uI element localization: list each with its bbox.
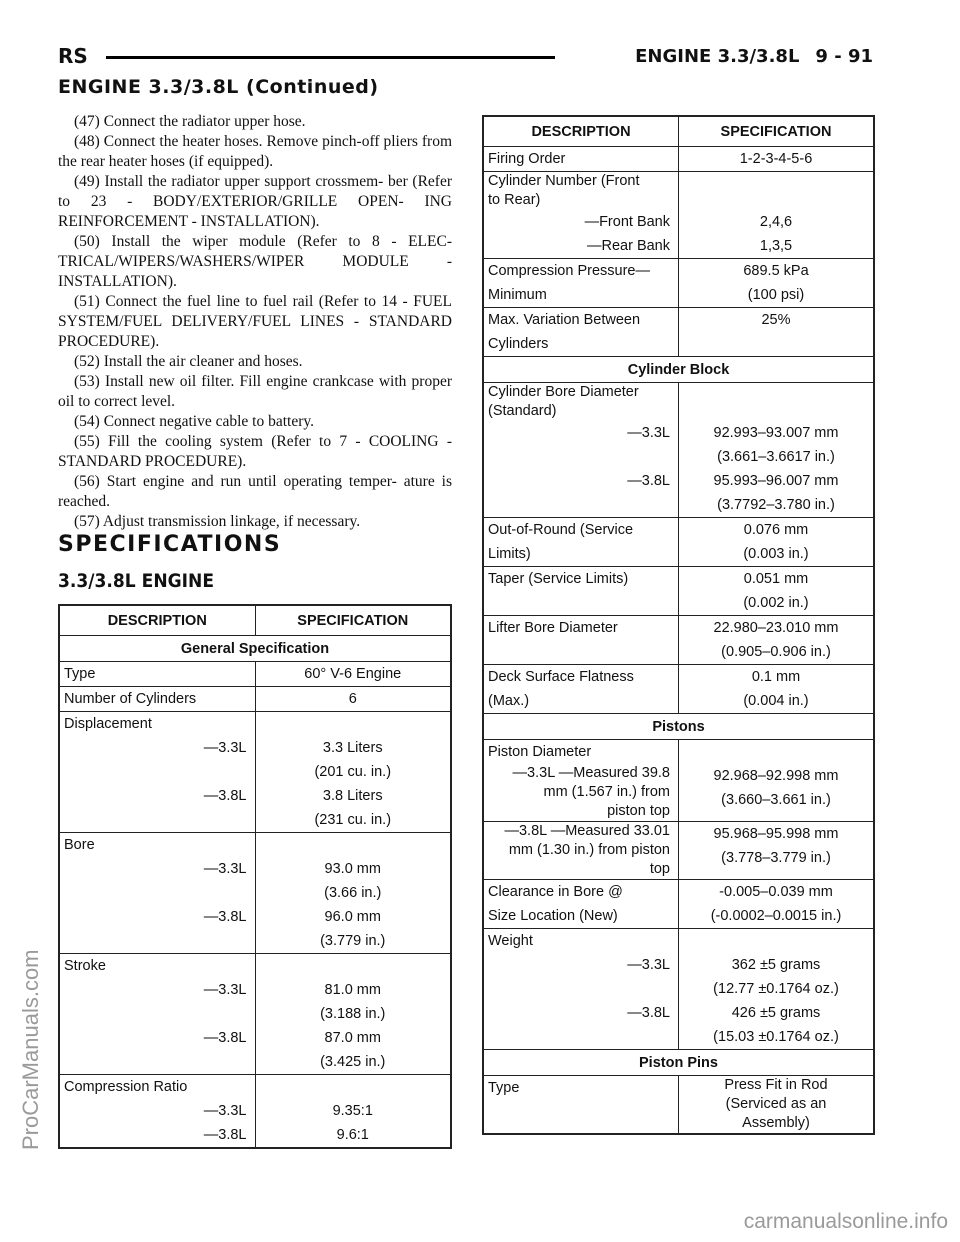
description-line: Displacement: [64, 716, 152, 732]
table-row: [483, 518, 874, 567]
specification-line: (231 cu. in.): [314, 812, 392, 828]
description-line: mm (1.30 in.) from piston: [508, 842, 670, 858]
description-line: —3.8L: [203, 788, 247, 804]
description-line: —3.8L: [203, 1127, 247, 1143]
specification-line: 426 ±5 grams: [731, 1005, 821, 1021]
header-specification: SPECIFICATION: [679, 116, 875, 147]
continued-heading: ENGINE 3.3/3.8L (Continued): [58, 76, 379, 98]
table-section-row: [59, 636, 451, 662]
header-description: DESCRIPTION: [483, 116, 679, 147]
specification-line: (0.004 in.): [743, 693, 809, 709]
procedure-steps: [58, 112, 452, 532]
spec-table-block-pistons: [482, 115, 875, 1135]
specification-line: (3.778–3.779 in.): [721, 850, 831, 866]
specification-line: 60° V-6 Engine: [304, 666, 402, 682]
specification-cell: [255, 833, 451, 954]
table-header-row: [483, 116, 874, 147]
spec-table-general: [58, 604, 452, 1149]
table-row: [483, 172, 874, 259]
table-section-row: [483, 1050, 874, 1076]
specification-line: 1-2-3-4-5-6: [739, 151, 813, 167]
description-line: [484, 445, 678, 469]
description-line: Cylinders: [488, 336, 549, 352]
specification-line: (3.66 in.): [324, 885, 382, 901]
description-line: [484, 977, 678, 1001]
description-line: Compression Ratio: [64, 1079, 188, 1095]
description-line: [60, 1050, 255, 1074]
table-row: [483, 147, 874, 172]
header-title: [635, 46, 873, 67]
description-cell: [59, 1075, 255, 1149]
header-chapter: ENGINE 3.3/3.8L: [635, 46, 800, 67]
description-cell: [59, 687, 255, 712]
description-cell: [483, 822, 679, 880]
specification-line: 362 ±5 grams: [731, 957, 821, 973]
description-line: —3.3L: [627, 957, 670, 973]
specification-cell: [679, 822, 875, 880]
table-row: [483, 308, 874, 357]
description-line: Size Location (New): [488, 908, 618, 924]
specification-line: 95.993–96.007 mm: [713, 473, 839, 489]
procedure-step: (48) Connect the heater hoses. Remove pinch-off pliers from the rear heater hoses (if equipped).: [58, 133, 452, 170]
specification-line: 689.5 kPa: [743, 263, 809, 279]
specification-line: [679, 332, 873, 356]
table-row: [483, 665, 874, 714]
table-row: [483, 567, 874, 616]
table-row: [59, 954, 451, 1075]
description-line: [484, 591, 678, 615]
specification-line: 92.968–92.998 mm: [713, 768, 839, 784]
description-line: mm (1.567 in.) from: [543, 784, 670, 800]
description-cell: [483, 383, 679, 518]
specification-cell: [255, 712, 451, 833]
description-cell: [483, 616, 679, 665]
description-cell: [59, 833, 255, 954]
table-row: [483, 822, 874, 880]
procedure-step: (51) Connect the fuel line to fuel rail (Refer to 14 - FUEL SYSTEM/FUEL DELIVERY/FUEL LINES - STANDARD PROCEDURE).: [58, 293, 452, 350]
specification-cell: [679, 665, 875, 714]
specification-line: -0.005–0.039 mm: [719, 884, 833, 900]
specification-line: 6: [348, 691, 357, 707]
specification-cell: [679, 259, 875, 308]
specification-line: 9.6:1: [336, 1127, 369, 1143]
description-line: —3.3L: [627, 425, 670, 441]
specification-cell: [679, 383, 875, 518]
description-line: Firing Order: [488, 151, 566, 167]
table-row: [483, 880, 874, 929]
procedure-step: (47) Connect the radiator upper hose.: [74, 113, 306, 130]
description-cell: [483, 308, 679, 357]
description-line: —3.8L: [627, 1005, 670, 1021]
specification-line: 22.980–23.010 mm: [713, 620, 839, 636]
header-description: DESCRIPTION: [59, 605, 255, 636]
table-row: [483, 740, 874, 822]
section-label: Cylinder Block: [483, 357, 874, 383]
specification-line: (3.661–3.6617 in.): [717, 449, 835, 465]
procedure-step: (55) Fill the cooling system (Refer to 7 - COOLING - STANDARD PROCEDURE).: [58, 433, 452, 470]
description-line: —3.8L: [203, 909, 247, 925]
description-line: Clearance in Bore @: [488, 884, 623, 900]
table-row: [59, 662, 451, 687]
specification-line: [256, 833, 451, 857]
specification-line: Assembly): [742, 1115, 810, 1131]
specification-line: 3.3 Liters: [322, 740, 383, 756]
description-line: —3.8L: [203, 1030, 247, 1046]
page-header: [58, 44, 873, 72]
description-line: Max. Variation Between: [488, 312, 641, 328]
table-row: [59, 833, 451, 954]
specification-line: 81.0 mm: [324, 982, 381, 998]
specification-line: 25%: [761, 312, 791, 328]
description-line: —Front Bank: [584, 214, 670, 230]
specification-line: (3.425 in.): [320, 1054, 386, 1070]
section-label: Piston Pins: [483, 1050, 874, 1076]
description-line: top: [649, 861, 670, 877]
specification-cell: [679, 616, 875, 665]
table-row: [59, 687, 451, 712]
table-section-row: [483, 714, 874, 740]
specification-line: [679, 929, 873, 953]
description-line: piston top: [607, 803, 670, 819]
description-line: Type: [64, 666, 96, 682]
description-line: Minimum: [488, 287, 547, 303]
specification-cell: [679, 147, 875, 172]
section-label: General Specification: [59, 636, 451, 662]
header-rule: [106, 56, 555, 59]
description-line: Piston Diameter: [488, 744, 592, 760]
specification-line: (0.003 in.): [743, 546, 809, 562]
specification-line: 96.0 mm: [324, 909, 381, 925]
subsection-title: 3.3/3.8L ENGINE: [58, 570, 214, 592]
description-line: —3.8L: [627, 473, 670, 489]
description-line: —3.3L: [203, 740, 247, 756]
specification-cell: [255, 954, 451, 1075]
specification-line: (0.905–0.906 in.): [721, 644, 831, 660]
specification-cell: [679, 567, 875, 616]
description-cell: [483, 880, 679, 929]
procedure-step: (52) Install the air cleaner and hoses.: [74, 353, 303, 370]
specification-cell: [679, 308, 875, 357]
section-title: SPECIFICATIONS: [58, 532, 282, 557]
description-line: [60, 1002, 255, 1026]
procedure-step: (50) Install the wiper module (Refer to 8 - ELEC- TRICAL/WIPERS/WASHERS/WIPER MODULE - INSTALLATION).: [58, 233, 452, 290]
specification-line: 9.35:1: [332, 1103, 373, 1119]
description-line: Number of Cylinders: [64, 691, 197, 707]
specification-cell: [255, 687, 451, 712]
description-line: —Rear Bank: [586, 238, 670, 254]
description-cell: [483, 259, 679, 308]
specification-cell: [679, 740, 875, 822]
description-cell: [483, 929, 679, 1050]
header-specification: SPECIFICATION: [255, 605, 451, 636]
specification-line: 3.8 Liters: [322, 788, 383, 804]
specification-line: (15.03 ±0.1764 oz.): [713, 1029, 839, 1045]
table-row: [483, 929, 874, 1050]
description-cell: [483, 147, 679, 172]
description-cell: [59, 954, 255, 1075]
description-line: Bore: [64, 837, 95, 853]
specification-line: 1,3,5: [759, 238, 793, 254]
table-section-row: [483, 357, 874, 383]
description-line: Weight: [488, 933, 533, 949]
description-cell: [483, 665, 679, 714]
specification-line: (3.188 in.): [320, 1006, 386, 1022]
specification-line: [256, 954, 451, 978]
procedure-step: (49) Install the radiator upper support crossmem- ber (Refer to 23 - BODY/EXTERIOR/GRILLE OPEN- ING REINFORCEMENT - INSTALLATION).: [58, 173, 452, 230]
description-line: —3.8L —Measured 33.01: [504, 823, 670, 839]
description-line: Taper (Service Limits): [488, 571, 629, 587]
description-cell: [59, 662, 255, 687]
table-row: [483, 259, 874, 308]
description-line: [484, 1025, 678, 1049]
description-line: [60, 760, 255, 784]
specification-cell: [255, 1075, 451, 1149]
description-line: Deck Surface Flatness: [488, 669, 634, 685]
specification-cell: [679, 929, 875, 1050]
description-line: [60, 881, 255, 905]
description-cell: [483, 1076, 679, 1135]
procedure-step: (54) Connect negative cable to battery.: [74, 413, 315, 430]
description-line: to Rear): [488, 192, 541, 208]
specification-line: 0.1 mm: [751, 669, 801, 685]
specification-line: 92.993–93.007 mm: [713, 425, 839, 441]
description-line: Compression Pressure—: [488, 263, 650, 279]
description-line: [484, 493, 678, 517]
specification-cell: [679, 880, 875, 929]
table-row: [483, 383, 874, 518]
specification-line: (0.002 in.): [743, 595, 809, 611]
description-line: Cylinder Bore Diameter: [488, 384, 639, 400]
table-header-row: [59, 605, 451, 636]
description-line: —3.3L —Measured 39.8: [512, 765, 670, 781]
description-line: Stroke: [64, 958, 106, 974]
specification-line: 95.968–95.998 mm: [713, 826, 839, 842]
specification-line: [679, 740, 873, 764]
description-cell: [483, 567, 679, 616]
description-cell: [483, 740, 679, 822]
description-line: [60, 929, 255, 953]
specification-line: 0.076 mm: [743, 522, 809, 538]
specification-line: 93.0 mm: [324, 861, 381, 877]
specification-line: [256, 1075, 451, 1099]
specification-cell: [679, 518, 875, 567]
specification-cell: [679, 1076, 875, 1135]
specification-line: (3.660–3.661 in.): [721, 792, 831, 808]
specification-line: [679, 402, 873, 421]
specification-cell: [679, 172, 875, 259]
specification-line: (100 psi): [747, 287, 805, 303]
page-number: 9 - 91: [815, 46, 873, 67]
description-line: Limits): [488, 546, 531, 562]
description-line: —3.3L: [203, 982, 247, 998]
specification-line: (-0.0002–0.0015 in.): [710, 908, 842, 924]
description-line: Cylinder Number (Front: [488, 173, 640, 189]
description-line: Out-of-Round (Service: [488, 522, 634, 538]
procedure-step: (56) Start engine and run until operating temper- ature is reached.: [58, 473, 452, 510]
description-cell: [59, 712, 255, 833]
specification-line: [679, 383, 873, 402]
header-section-code: RS: [58, 44, 88, 68]
description-line: Type: [488, 1080, 520, 1096]
footer-watermark: carmanualsonline.info: [743, 1210, 948, 1233]
description-line: Lifter Bore Diameter: [488, 620, 618, 636]
table-row: [483, 616, 874, 665]
description-line: [484, 640, 678, 664]
specification-line: 0.051 mm: [743, 571, 809, 587]
description-cell: [483, 172, 679, 259]
specification-line: 2,4,6: [759, 214, 793, 230]
table-row: [483, 1076, 874, 1135]
specification-line: (3.7792–3.780 in.): [717, 497, 835, 513]
specification-line: (3.779 in.): [320, 933, 386, 949]
specification-line: [256, 712, 451, 736]
description-line: (Standard): [488, 403, 557, 419]
description-line: [60, 808, 255, 832]
table-row: [59, 1075, 451, 1149]
description-line: —3.3L: [203, 861, 247, 877]
specification-line: (201 cu. in.): [314, 764, 392, 780]
description-cell: [483, 518, 679, 567]
table-row: [59, 712, 451, 833]
specification-line: (12.77 ±0.1764 oz.): [713, 981, 839, 997]
specification-line: 87.0 mm: [324, 1030, 381, 1046]
specification-line: [679, 172, 873, 191]
side-watermark: ProCarManuals.com: [18, 949, 43, 1150]
description-line: —3.3L: [203, 1103, 247, 1119]
specification-line: [679, 191, 873, 210]
specification-cell: [255, 662, 451, 687]
procedure-step: (57) Adjust transmission linkage, if necessary.: [74, 513, 361, 530]
specification-line: Press Fit in Rod: [724, 1077, 828, 1093]
specification-line: (Serviced as an: [725, 1096, 827, 1112]
section-label: Pistons: [483, 714, 874, 740]
description-line: (Max.): [488, 693, 530, 709]
procedure-step: (53) Install new oil filter. Fill engine crankcase with proper oil to correct level.: [58, 373, 452, 410]
